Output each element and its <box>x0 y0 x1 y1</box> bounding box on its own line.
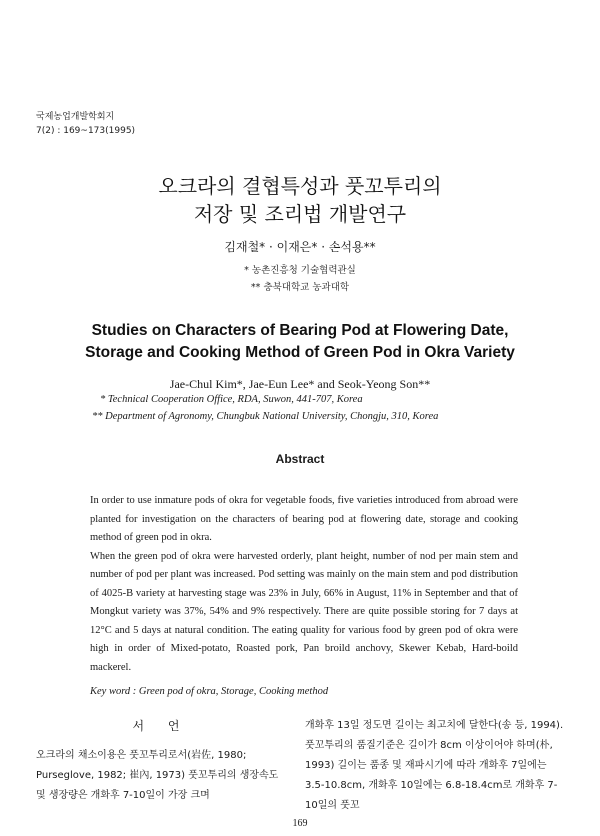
abstract-heading: Abstract <box>275 452 325 466</box>
page-number: 169 <box>292 818 308 829</box>
abstract-body <box>90 492 518 677</box>
journal-info <box>36 110 135 138</box>
english-authors: Jae-Chul Kim*, Jae-Eun Lee* and Seok-Yeong Son** <box>169 377 431 391</box>
english-title-line1: Studies on Characters of Bearing Pod at Flowering Date, <box>91 322 509 339</box>
english-title-line2: Storage and Cooking Method of Green Pod in Okra Variety <box>85 344 515 361</box>
english-affiliation-2: ** Department of Agronomy, Chungbuk National University, Chongju, 310, Korea <box>92 411 439 422</box>
right-column <box>305 716 567 816</box>
english-affiliation-1: * Technical Cooperation Office, RDA, Suwon, 441-707, Korea <box>100 394 363 405</box>
journal-name: 국제농업개발학회지 <box>36 112 115 122</box>
abstract-paragraph-1: In order to use inmature pods of okra for vegetable foods, five varieties introduced from abroad were planted for investigation on the characters of bearing pod at flowering date, storage and cooking method of green pod in okra. <box>90 495 518 543</box>
left-column <box>36 716 286 806</box>
right-column-text: 개화후 13일 정도면 길이는 최고치에 달한다(송 등, 1994). 풋꼬투리의 품질기준은 길이가 8cm 이상이어야 하며(朴, 1993) 길이는 품종 및 재파시기에 따라 개화후 7일에는 3.5-10.8cm, 개화후 10일에는 6.8-18.4cm로 개화후 7-10일의 풋꼬 <box>305 720 564 811</box>
keywords: Key word : Green pod of okra, Storage, Cooking method <box>90 686 329 697</box>
abstract-paragraph-2: When the green pod of okra were harvested orderly, plant height, number of nod per main stem and number of pod per plant was increased. Pod setting was mainly on the main stem and pod distribution of 4025-B variety at harvesting stage was 23% in July, 66% in August, 11% in September and that of Mongkut variety was 37%, 54% and 9% respectively. There are quite possible storing for 7 days at 12°C and 5 days at natural condition. The eating quality for various food by green pod of okra were high in order of Mixed-potato, Roasted pork, Pan broild anchovy, Skewer Kebab, Hard-boild mackerel. <box>90 550 518 673</box>
section-heading-introduction: 서 언 <box>132 719 190 733</box>
journal-issue: 7(2) : 169~173(1995) <box>36 126 136 136</box>
korean-affiliation-1: * 농촌진흥청 기술협력관실 <box>244 265 356 276</box>
korean-title-line1: 오크라의 결협특성과 풋꼬투리의 <box>158 174 442 198</box>
left-column-text: 오크라의 채소이용은 풋꼬투리로서(岩佐, 1980; Purseglove, 1982; 崔內, 1973) 풋꼬투리의 생장속도 및 생장량은 개화후 7-10일이 가장 크며 <box>36 750 279 801</box>
korean-authors: 김재철* · 이재은* · 손석용** <box>224 240 376 254</box>
korean-affiliation-2: ** 충북대학교 농과대학 <box>250 282 350 293</box>
korean-title-line2: 저장 및 조리법 개발연구 <box>193 202 407 226</box>
